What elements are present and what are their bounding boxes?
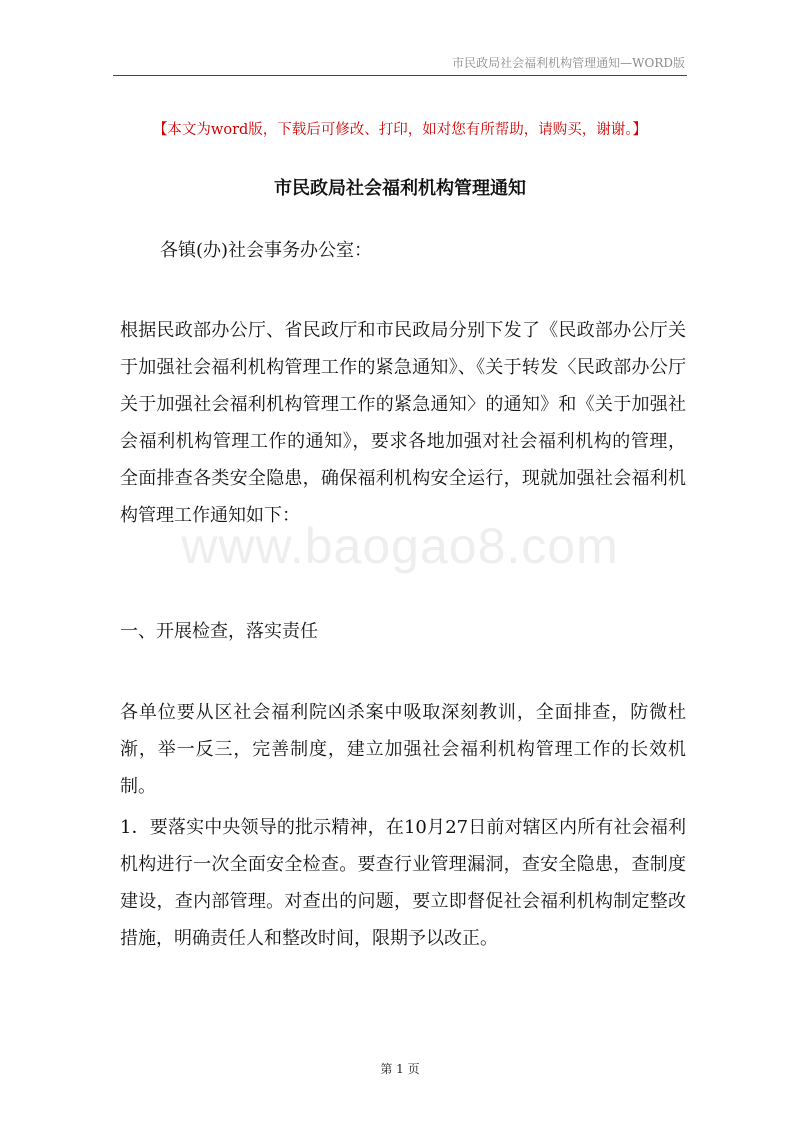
paragraph-intro: 根据民政部办公厅、省民政厅和市民政局分别下发了《民政部办公厅关于加强社会福利机构管理工作的紧急通知》、《关于转发〈民政部办公厅关于加强社会福利机构管理工作的紧急通知〉的通知》和《关于加强社会福利机构管理工作的通知》，要求各地加强对社会福利机构的管理，全面排查各类安全隐患，确保福利机构安全运行，现就加强社会福利机构管理工作通知如下： [120, 320, 686, 526]
paragraph-item-1: 1．要落实中央领导的批示精神，在10月27日前对辖区内所有社会福利机构进行一次全面安全检查。要查行业管理漏洞，查安全隐患，查制度建设，查内部管理。对查出的问题，要立即督促社会福利机构制定整改措施，明确责任人和整改时间，限期予以改正。 [120, 817, 686, 949]
running-header: 市民政局社会福利机构管理通知—WORD版 [452, 56, 685, 70]
section-heading: 一、开展检查，落实责任 [120, 621, 318, 642]
page-number: 第 1 页 [380, 1062, 420, 1076]
watermark: www.baogao8.com [181, 518, 619, 574]
salutation: 各镇(办)社会事务办公室： [160, 240, 373, 261]
paragraph-lessons: 各单位要从区社会福利院凶杀案中吸取深刻教训，全面排查，防微杜渐，举一反三，完善制度，建立加强社会福利机构管理工作的长效机制。 [120, 702, 686, 797]
header-divider [113, 75, 687, 76]
purchase-notice: 【本文为word版，下载后可修改、打印，如对您有所帮助，请购买，谢谢。】 [152, 122, 648, 138]
document-title: 市民政局社会福利机构管理通知 [274, 178, 526, 199]
